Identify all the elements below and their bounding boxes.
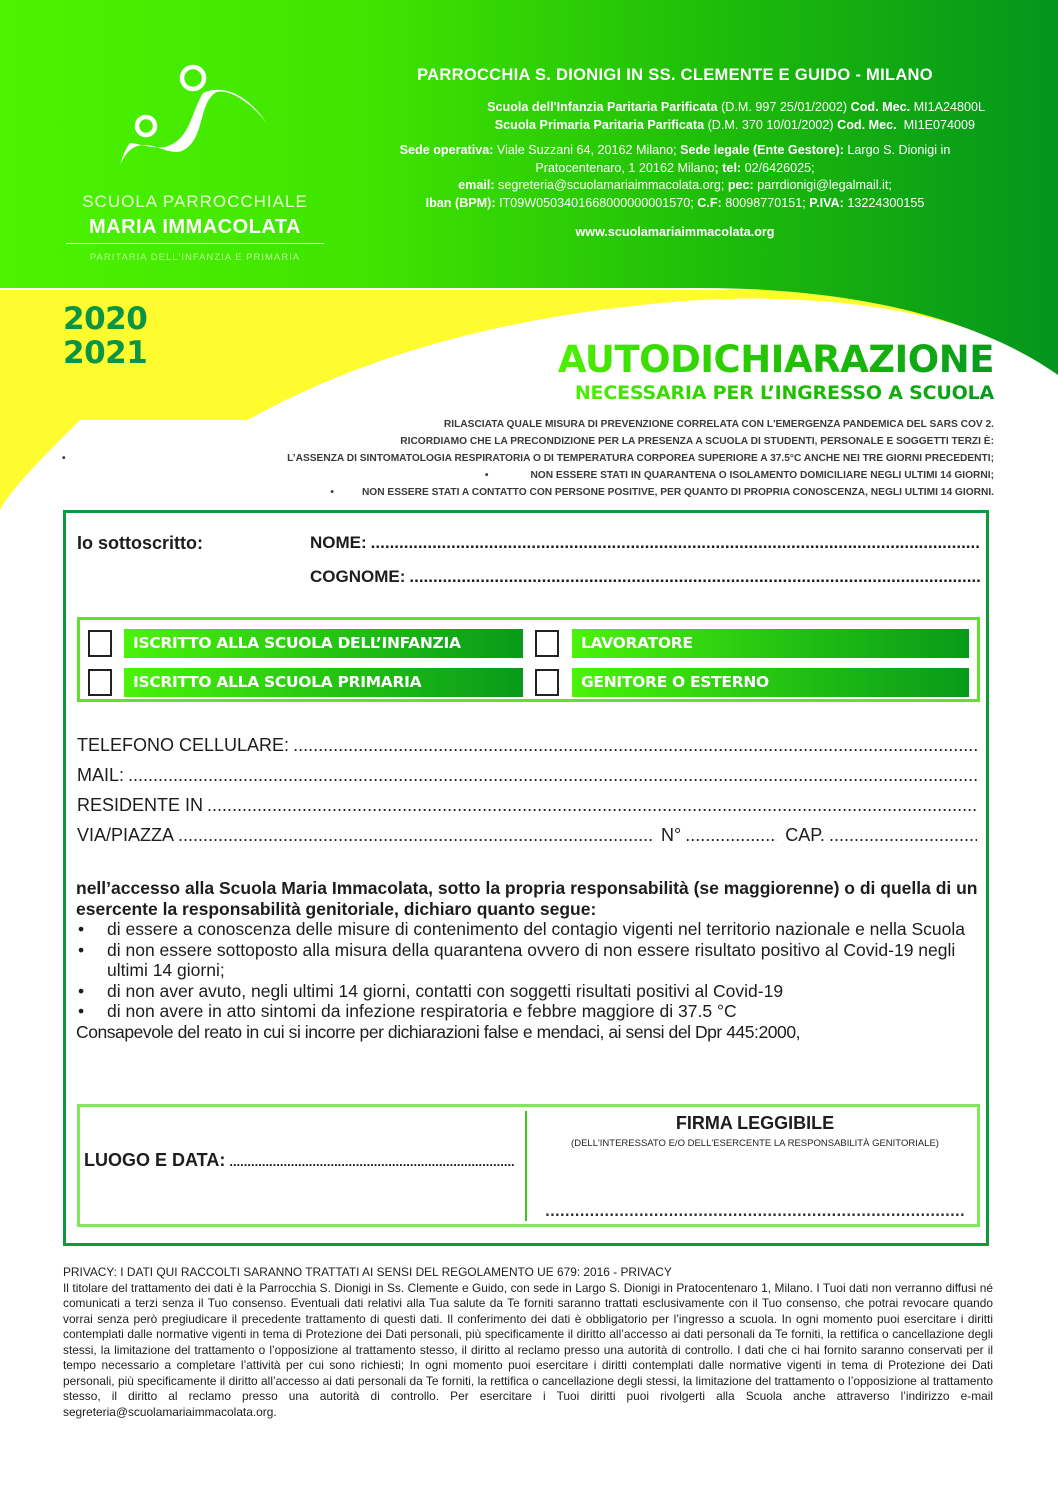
intro-bullet-text: NON ESSERE STATI IN QUARANTENA O ISOLAMENTO DOMICILIARE NEGLI ULTIMI 14 GIORNI; bbox=[530, 470, 994, 481]
label-lavoratore[interactable]: LAVORATORE bbox=[572, 629, 969, 658]
intro-bullet bbox=[34, 450, 994, 467]
intro-notice bbox=[34, 416, 994, 501]
sede-legale-label: Sede legale (Ente Gestore): bbox=[680, 143, 844, 157]
intro-line: RICORDIAMO CHE LA PRECONDIZIONE PER LA PRESENZA A SCUOLA DI STUDENTI, PERSONALE E SOGGETTI TERZI È: bbox=[400, 436, 994, 447]
header-info bbox=[345, 66, 1005, 239]
signature-divider bbox=[525, 1111, 527, 1221]
sede-operativa-label: Sede operativa: bbox=[399, 143, 494, 157]
email-link[interactable]: segreteria@scuolamariaimmacolata.org; bbox=[494, 178, 728, 192]
label-primaria[interactable]: ISCRITTO ALLA SCUOLA PRIMARIA bbox=[124, 668, 523, 697]
number-label: N° bbox=[661, 825, 682, 845]
address-field[interactable] bbox=[77, 825, 977, 846]
cf-label: C.F: bbox=[697, 195, 722, 210]
declaration-item: • di non avere in atto sintomi da infezione respiratoria e febbre maggiore di 37.5 °C bbox=[76, 1001, 986, 1022]
signature-subtitle: (DELL'INTERESSATO E/O DELL'ESERCENTE LA RESPONSABILITÀ GENITORIALE) bbox=[571, 1138, 939, 1149]
infanzia-code-label: Cod. Mec. bbox=[850, 100, 911, 114]
iban-label: Iban (BPM): bbox=[425, 195, 496, 210]
school-year bbox=[63, 302, 147, 370]
cap-label: CAP. bbox=[785, 825, 825, 845]
name-input-line[interactable] bbox=[371, 533, 980, 553]
intro-line: RILASCIATA QUALE MISURA DI PREVENZIONE CORRELATA CON L'EMERGENZA PANDEMICA DEL SARS COV 2. bbox=[443, 419, 994, 430]
name-field[interactable] bbox=[310, 533, 980, 553]
privacy-notice bbox=[63, 1265, 993, 1420]
residence-input-line[interactable] bbox=[207, 795, 977, 816]
tel-label: ; tel: bbox=[714, 160, 742, 175]
declaration-item: • di non aver avuto, negli ultimi 14 giorni, contatti con soggetti risultati positivi al Covid-19 bbox=[76, 981, 986, 1002]
checkbox-infanzia[interactable] bbox=[88, 630, 112, 657]
checkbox-lavoratore[interactable] bbox=[535, 630, 559, 657]
signature-input-line[interactable] bbox=[545, 1205, 965, 1220]
label-genitore[interactable]: GENITORE O ESTERNO bbox=[572, 668, 969, 697]
bullet-icon: • bbox=[62, 453, 66, 464]
two-figures-logo-icon bbox=[110, 55, 290, 175]
declaration-intro: nell’accesso alla Scuola Maria Immacolata, sotto la propria responsabilità (se maggiorenne) o di quella di un esercente la responsabilità genitoriale, dichiaro quanto segue: bbox=[76, 878, 978, 919]
primaria-code-label: Cod. Mec. bbox=[837, 118, 897, 132]
declaration-item: • di essere a conoscenza delle misure di contenimento del contagio vigenti nel territorio nazionale e nella Scuola bbox=[76, 919, 986, 940]
mail-input-line[interactable] bbox=[128, 765, 977, 786]
phone-field[interactable] bbox=[77, 735, 977, 756]
street-input-line[interactable] bbox=[178, 825, 653, 846]
website-link[interactable]: www.scuolamariaimmacolata.org bbox=[575, 225, 775, 239]
bullet-icon: • bbox=[330, 487, 334, 498]
infanzia-code: MI1A24800L bbox=[910, 100, 985, 114]
declaration-item: • di non essere sottoposto alla misura della quarantena ovvero di non essere risultato positivo al Covid-19 negli ultimi 14 giorni; bbox=[76, 940, 986, 981]
primaria-code: MI1E074009 bbox=[896, 118, 975, 132]
checkbox-primaria[interactable] bbox=[88, 669, 112, 696]
privacy-body: Il titolare del trattamento dei dati è la Parrocchia S. Dionigi in Ss. Clemente e Guido, con sede in Largo S. Dionigi in Pratocentenaro 1, Milano. I Tuoi dati non verranno diffusi né comunicati a terzi senza il Tuo consenso. Eventuali dati relativi alla Tua salute da Te forniti saranno trattati esclusivamente con il Tuo consenso, che potrai revocare quando vorrai senza però pregiudicare il precedente trattamento di questi dati. Il conferimento dei dati è obbligatorio per l’ingresso a scuola. In ogni momento puoi esercitare i diritti contemplati dalle normative vigenti in tema di Protezione dei Dati personali, più specificamente il diritto all’accesso ai dati personali da Te forniti, la rettifica o cancellazione degli stessi, la limitazione del trattamento o l’opposizione al trattamento stesso, il diritto al reclamo presso una autorità di controllo. I dati che ci hai fornito saranno conservati per il tempo necessario a completare l’attività per cui sono richiesti; In ogni momento puoi esercitare i diritti contemplati dalle normative vigenti in tema di Protezione dei Dati personali, più specificamente il diritto all’accesso ai dati personali da Te forniti, la rettifica o cancellazione degli stessi, la limitazione del trattamento o l’opposizione al trattamento stesso, il diritto al reclamo presso una autorità di controllo. Per esercitare i Tuoi diritti puoi rivolgerti alla Scuola anche attraverso l’indirizzo e-mail segreteria@scuolamariaimmacolata.org. bbox=[63, 1280, 993, 1419]
school-registrations bbox=[345, 98, 1005, 134]
mail-field[interactable] bbox=[77, 765, 977, 786]
infanzia-registration bbox=[345, 98, 1005, 116]
declaration-closing: Consapevole del reato in cui si incorre per dichiarazioni false e mendaci, ai sensi del Dpr 445:2000, bbox=[76, 1021, 801, 1042]
residence-label: RESIDENTE IN bbox=[77, 795, 204, 815]
pec-label: pec: bbox=[727, 178, 754, 192]
page-title: AUTODICHIARAZIONE bbox=[557, 338, 994, 381]
privacy-title: PRIVACY: I DATI QUI RACCOLTI SARANNO TRATTATI AI SENSI DEL REGOLAMENTO UE 679: 2016 - PRIVACY bbox=[63, 1265, 672, 1279]
name-label: NOME: bbox=[310, 533, 367, 552]
surname-field[interactable] bbox=[310, 567, 980, 587]
phone-label: TELEFONO CELLULARE: bbox=[77, 735, 290, 755]
surname-label: COGNOME: bbox=[310, 567, 406, 586]
sede-operativa-value: Viale Suzzani 64, 20162 Milano; bbox=[493, 143, 681, 157]
sede-legale-value: Largo S. Dionigi in Pratocentenaro, 1 20162 Milano bbox=[535, 143, 951, 175]
logo-divider bbox=[66, 243, 324, 244]
contact-details bbox=[345, 142, 1005, 212]
logo-school-type: SCUOLA PARROCCHIALE bbox=[82, 192, 308, 211]
street-label: VIA/PIAZZA bbox=[77, 825, 175, 845]
phone-input-line[interactable] bbox=[293, 735, 977, 756]
label-infanzia[interactable]: ISCRITTO ALLA SCUOLA DELL’INFANZIA bbox=[124, 629, 523, 658]
year-end: 2021 bbox=[63, 335, 148, 371]
undersigned-label: Io sottoscritto: bbox=[77, 533, 203, 553]
checkbox-genitore[interactable] bbox=[535, 669, 559, 696]
declaration-text bbox=[76, 878, 986, 1042]
intro-bullet-text: L’ASSENZA DI SINTOMATOLOGIA RESPIRATORIA O DI TEMPERATURA CORPOREA SUPERIORE A 37.5°C ANCHE NEI TRE GIORNI PRECEDENTI; bbox=[287, 453, 994, 464]
place-date-input-line[interactable] bbox=[229, 1154, 514, 1169]
declaration-list bbox=[76, 919, 986, 1022]
infanzia-name: Scuola dell'Infanzia Paritaria Parificata bbox=[487, 100, 718, 114]
mail-label: MAIL: bbox=[77, 765, 125, 785]
intro-bullet bbox=[34, 484, 994, 501]
signature-title: FIRMA LEGGIBILE bbox=[675, 1113, 835, 1133]
place-date-label: LUOGO E DATA: bbox=[84, 1150, 226, 1170]
infanzia-decree: (D.M. 997 25/01/2002) bbox=[717, 100, 851, 114]
place-date-field[interactable] bbox=[84, 1150, 514, 1171]
number-input-line[interactable] bbox=[685, 825, 777, 846]
piva-label: P.IVA: bbox=[809, 195, 844, 210]
primaria-registration bbox=[345, 116, 1005, 134]
bullet-icon: • bbox=[484, 470, 489, 481]
year-start: 2020 bbox=[63, 301, 148, 337]
iban-value: IT09W0503401668000000001570; bbox=[495, 195, 698, 210]
cap-input-line[interactable] bbox=[829, 825, 977, 846]
parish-name: PARROCCHIA S. DIONIGI IN SS. CLEMENTE E GUIDO - MILANO bbox=[417, 66, 933, 84]
logo-tagline: PARITARIA DELL'INFANZIA E PRIMARIA bbox=[89, 252, 301, 263]
cf-value: 80098770151; bbox=[721, 195, 810, 210]
surname-input-line[interactable] bbox=[409, 567, 980, 587]
intro-bullet-text: NON ESSERE STATI A CONTATTO CON PERSONE POSITIVE, PER QUANTO DI PROPRIA CONOSCENZA, NEGLI ULTIMI 14 GIORNI. bbox=[361, 487, 994, 498]
piva-value: 13224300155 bbox=[843, 195, 925, 210]
residence-field[interactable] bbox=[77, 795, 977, 816]
logo-school-name: MARIA IMMACOLATA bbox=[88, 216, 302, 238]
pec-link[interactable]: parrdionigi@legalmail.it; bbox=[753, 178, 892, 192]
primaria-decree: (D.M. 370 10/01/2002) bbox=[704, 118, 838, 132]
page-subtitle: NECESSARIA PER L’INGRESSO A SCUOLA bbox=[574, 382, 994, 404]
email-label: email: bbox=[458, 178, 495, 192]
primaria-name: Scuola Primaria Paritaria Parificata bbox=[494, 118, 705, 132]
intro-bullet bbox=[34, 467, 994, 484]
tel-value: 02/6426025; bbox=[741, 160, 815, 175]
